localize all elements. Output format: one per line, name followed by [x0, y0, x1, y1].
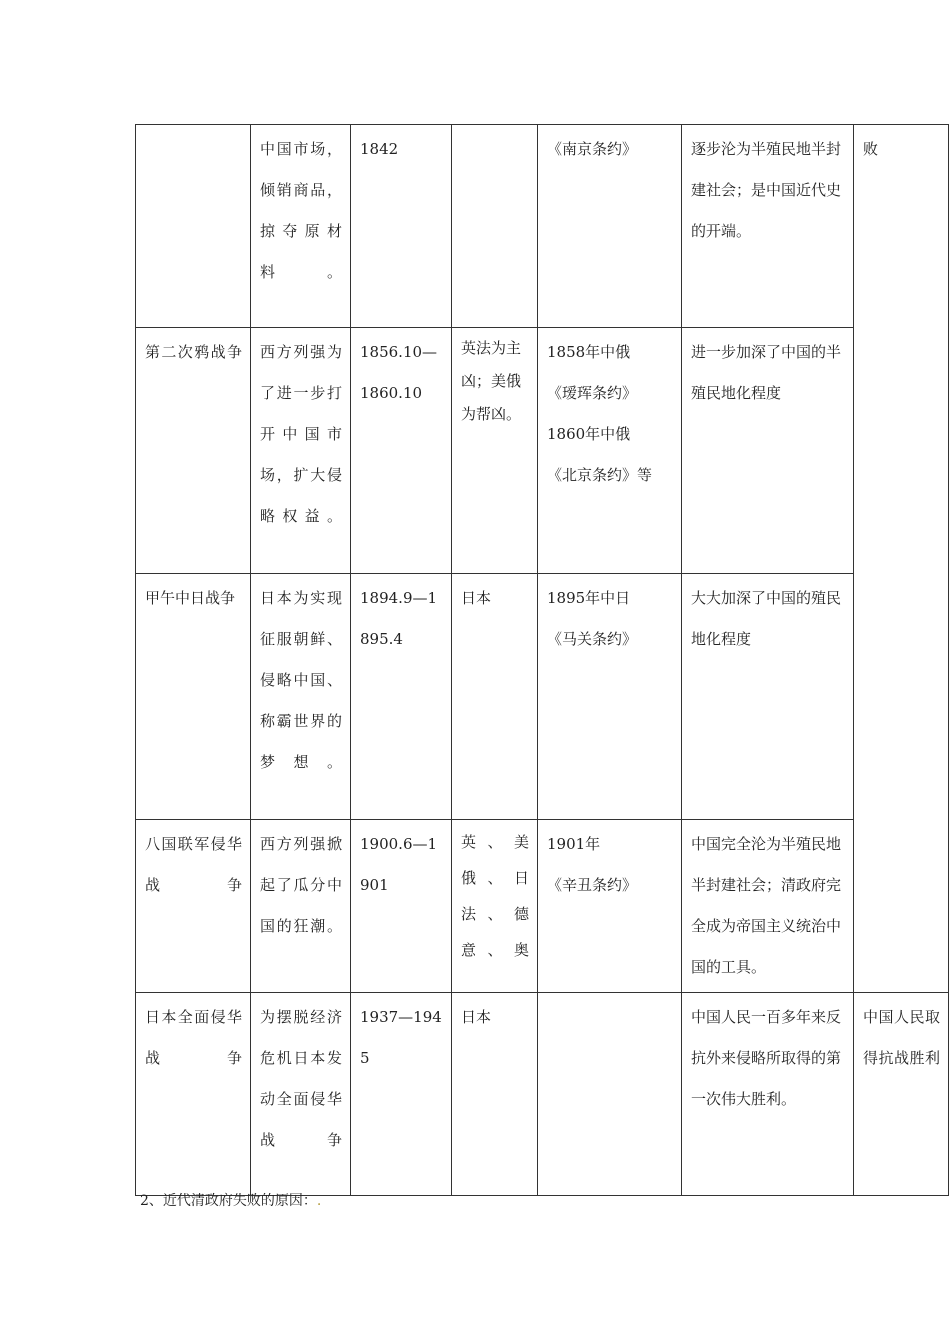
- table-row: [136, 328, 949, 574]
- war-name-cell: [136, 125, 251, 328]
- treaty-line: 1901年: [547, 835, 601, 853]
- period-cell: 1937—1945: [351, 993, 452, 1196]
- aggressor-cell: [452, 125, 538, 328]
- purpose-cell: 中国市场，倾销商品，掠夺原材料。: [251, 125, 351, 328]
- war-name-cell: 日本全面侵华战争: [136, 993, 251, 1196]
- impact-cell: 中国完全沦为半殖民地半封建社会；清政府完全成为帝国主义统治中国的工具。: [682, 820, 854, 993]
- treaty-cell: [538, 574, 682, 820]
- impact-cell: 逐步沦为半殖民地半封建社会；是中国近代史的开端。: [682, 125, 854, 328]
- treaty-line: 1858年中俄: [547, 343, 631, 361]
- war-name-cell: 甲午中日战争: [136, 574, 251, 820]
- treaty-cell: [538, 328, 682, 574]
- treaty-cell: [538, 125, 682, 328]
- treaty-line: 1860年中俄: [547, 425, 631, 443]
- treaty-line: 《辛丑条约》: [547, 876, 638, 894]
- table-row: [136, 993, 949, 1196]
- purpose-cell: 日本为实现征服朝鲜、侵略中国、称霸世界的梦想。: [251, 574, 351, 820]
- impact-cell: 进一步加深了中国的半殖民地化程度: [682, 328, 854, 574]
- aggressor-cell: 日本: [452, 993, 538, 1196]
- war-name-cell: 八国联军侵华战争: [136, 820, 251, 993]
- result-cell: 中国人民取得抗战胜利: [854, 993, 949, 1196]
- period-cell: 1900.6—1901: [351, 820, 452, 993]
- treaty-cell: [538, 993, 682, 1196]
- section-heading: [140, 1190, 321, 1210]
- treaty-cell: [538, 820, 682, 993]
- war-name-cell: 第二次鸦战争: [136, 328, 251, 574]
- purpose-cell: 西方列强为了进一步打开中国市场，扩大侵略权益。: [251, 328, 351, 574]
- period-cell: 1894.9—1895.4: [351, 574, 452, 820]
- treaty-line: 《瑷珲条约》: [547, 384, 638, 402]
- treaty-line: 《马关条约》: [547, 630, 638, 648]
- aggressor-cell: 日本: [452, 574, 538, 820]
- mark-dot: .: [316, 1193, 322, 1209]
- aggressor-cell: [452, 328, 538, 574]
- aggressor-cell: 英、美俄、日法、德意、奥: [452, 820, 538, 993]
- aggressor-text: 英法为主凶；美俄为帮凶。: [461, 339, 522, 423]
- treaty-line: 《南京条约》: [547, 140, 638, 158]
- treaty-line: 《北京条约》等: [547, 466, 653, 484]
- purpose-cell: 西方列强掀起了瓜分中国的狂潮。: [251, 820, 351, 993]
- result-cell: 败: [854, 125, 949, 993]
- period-cell: 1856.10—1860.10: [351, 328, 452, 574]
- footer-text: 2、近代清政府失败的原因：: [140, 1193, 317, 1209]
- impact-cell: 大大加深了中国的殖民地化程度: [682, 574, 854, 820]
- table-row: [136, 125, 949, 328]
- purpose-cell: 为摆脱经济危机日本发动全面侵华战争: [251, 993, 351, 1196]
- impact-cell: 中国人民一百多年来反抗外来侵略所取得的第一次伟大胜利。: [682, 993, 854, 1196]
- table-row: [136, 574, 949, 820]
- history-table: [135, 124, 949, 1196]
- table-row: [136, 820, 949, 993]
- period-cell: 1842: [351, 125, 452, 328]
- treaty-line: 1895年中日: [547, 589, 631, 607]
